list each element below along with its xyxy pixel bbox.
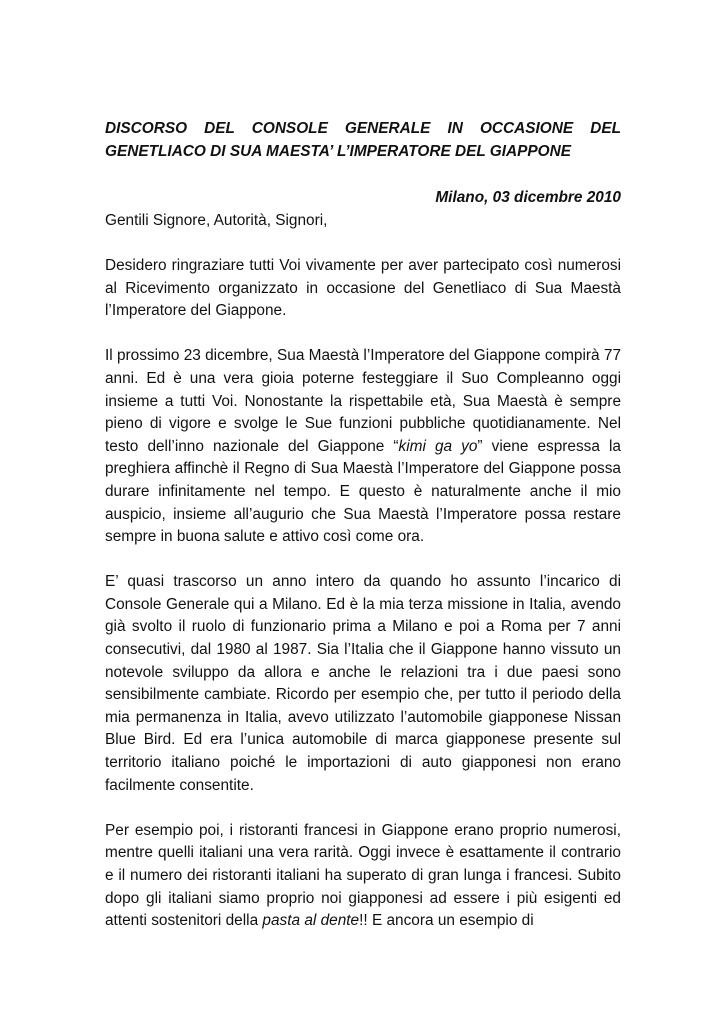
paragraph-2 (105, 345, 621, 548)
date-line: Milano, 03 dicembre 2010 (435, 189, 621, 207)
paragraph-4 (105, 820, 621, 933)
anthem-title: kimi ga yo (398, 437, 478, 455)
document-title: DISCORSO DEL CONSOLE GENERALE IN OCCASIONE DEL GENETLIACO DI SUA MAESTA’ L’IMPERATORE DEL GIAPPONE (105, 120, 621, 160)
document-body (105, 118, 621, 933)
paragraph-1: Desidero ringraziare tutti Voi vivamente per aver partecipato così numerosi al Ricevimento organizzato in occasione del Genetliaco di Sua Maestà l’Imperatore del Giappone. (105, 256, 621, 320)
paragraph-4-text-a: Per esempio poi, i ristoranti francesi in Giappone erano proprio numerosi, mentre quelli italiani una vera rarità. Oggi invece è esattamente il contrario e il numero dei ristoranti italiani ha superato di gran lunga i francesi. Subito dopo gli italiani siamo proprio noi giapponesi ad essere i più esigenti ed attenti sostenitori della (105, 821, 621, 930)
greeting: Gentili Signore, Autorità, Signori, (105, 211, 328, 229)
paragraph-4-text-b: !! E ancora un esempio di (359, 912, 534, 930)
paragraph-3: E’ quasi trascorso un anno intero da quando ho assunto l’incarico di Console Generale qui a Milano. Ed è la mia terza missione in Italia, avendo già svolto il ruolo di funzionario prima a Milano e poi a Roma per 7 anni consecutivi, dal 1980 al 1987. Sia l’Italia che il Giappone hanno vissuto un notevole sviluppo da allora e anche le relazioni tra i due paesi sono sensibilmente cambiate. Ricordo per esempio che, per tutto il periodo della mia permanenza in Italia, avevo utilizzato l’automobile giapponese Nissan Blue Bird. Ed era l’unica automobile di marca giapponese presente sul territorio italiano poiché le importazioni di auto giapponesi non erano facilmente consentite. (105, 573, 621, 794)
paragraph-2-text-a: Il prossimo 23 dicembre, Sua Maestà l’Imperatore del Giappone compirà 77 anni. Ed è una vera gioia poterne festeggiare il Suo Compleanno oggi insieme a tutti Voi. Nonostante la rispettabile età, Sua Maestà è sempre pieno di vigore e svolge le Sue funzioni pubbliche quotidianamente. Nel testo dell’inno nazionale del Giappone “ (105, 347, 621, 455)
pasta-al-dente-phrase: pasta al dente (262, 912, 360, 930)
paragraph-2-text-b: ” viene espressa la preghiera affinchè il Regno di Sua Maestà l’Imperatore del Giappone possa durare infinitamente nel tempo. E questo è naturalmente anche il mio auspicio, insieme all’augurio che Sua Maestà l’Imperatore possa restare sempre in buona salute e attivo così come ora. (105, 437, 621, 546)
